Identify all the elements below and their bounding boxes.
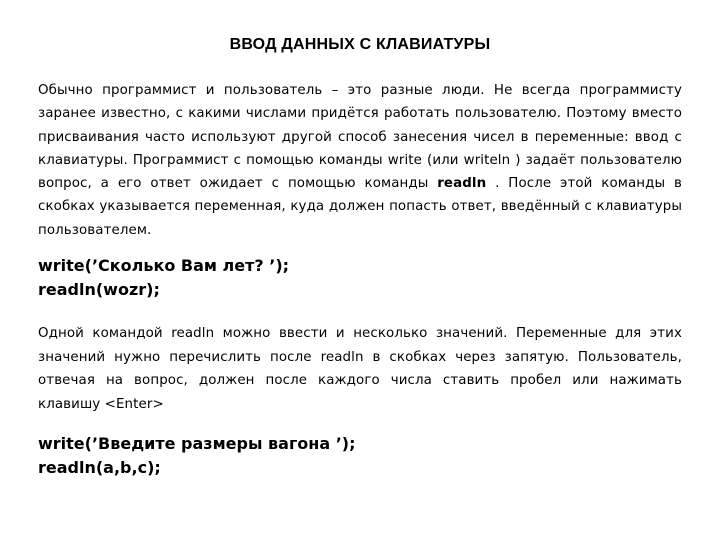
intro-paragraph (38, 79, 682, 242)
code-example-2 (38, 432, 682, 480)
multi-input-paragraph: Одной командой readln можно ввести и несколько значений. Переменные для этих значений нужно перечислить после readln в скобках через запятую. Пользователь, отвечая на вопрос, должен после каждого числа ставить пробел или нажимать клавишу <Enter> (38, 326, 682, 412)
intro-paragraph-text-1: Обычно программист и пользователь – это разные люди. Не всегда программисту заранее известно, с какими числами придётся работать пользователю. Поэтому вместо присваивания часто используют другой способ занесения чисел в переменные: ввод с клавиатуры. Программист с помощью команды write (или writeln ) задаёт пользователю вопрос, а его ответ ожидает с помощью команды (38, 83, 682, 192)
code-line-write-age: write(’Сколько Вам лет? ’); (38, 256, 290, 275)
code-line-readln-abc: readln(a,b,c); (38, 458, 161, 477)
code-line-readln-wozr: readln(wozr); (38, 280, 160, 299)
code-line-write-wagon: write(’Введите размеры вагона ’); (38, 434, 356, 453)
code-example-1 (38, 254, 682, 302)
intro-paragraph-text-2: . После этой команды в скобках указывается переменная, куда должен попасть ответ, введённый с клавиатуры пользователем. (38, 176, 682, 238)
slide-title: ВВОД ДАННЫХ С КЛАВИАТУРЫ (229, 36, 491, 53)
readln-keyword: readln (437, 176, 487, 192)
